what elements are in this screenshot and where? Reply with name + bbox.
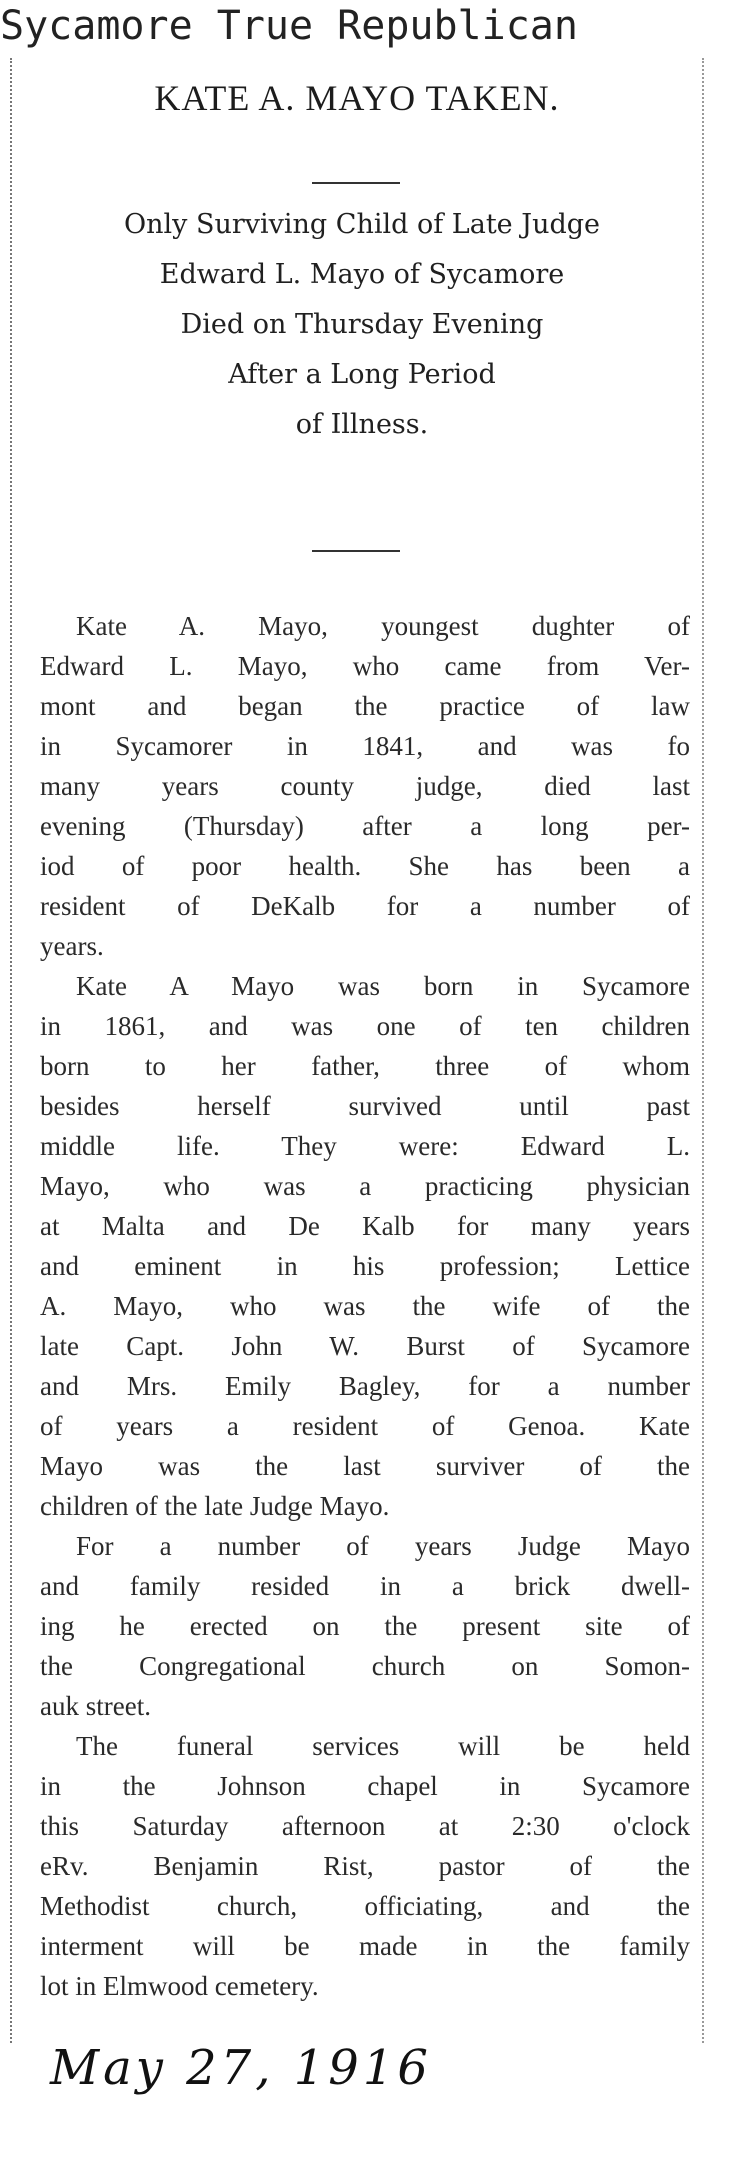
article-line: resident of DeKalb for a number of xyxy=(40,891,690,921)
article-line: ing he erected on the present site of xyxy=(40,1611,690,1641)
article-line: iod of poor health. She has been a xyxy=(40,851,690,881)
subheadline-line: Died on Thursday Evening xyxy=(180,309,544,340)
article-line: and eminent in his profession; Lettice xyxy=(40,1251,690,1281)
article-line: Edward L. Mayo, who came from Ver- xyxy=(40,651,690,681)
article-line: Mayo, who was a practicing physician xyxy=(40,1171,690,1201)
handwritten-date: May 27, 1916 xyxy=(50,2040,432,2096)
newspaper-clipping xyxy=(10,58,704,2043)
article-paragraph xyxy=(40,606,690,966)
article-paragraph xyxy=(40,1526,690,1726)
article-line: eRv. Benjamin Rist, pastor of the xyxy=(40,1851,690,1881)
article-line: A. Mayo, who was the wife of the xyxy=(40,1291,690,1321)
article-line: mont and began the practice of law xyxy=(40,691,690,721)
subheadline xyxy=(42,200,682,450)
article-line: many years county judge, died last xyxy=(40,771,690,801)
article-line: in Sycamorer in 1841, and was fo xyxy=(40,731,690,761)
divider-rule xyxy=(312,182,400,184)
article-paragraph xyxy=(40,966,690,1526)
article-line: children of the late Judge Mayo. xyxy=(40,1491,390,1521)
article-line: auk street. xyxy=(40,1691,151,1721)
subheadline-line: of Illness. xyxy=(295,409,429,440)
article-line: and family resided in a brick dwell- xyxy=(40,1571,690,1601)
subheadline-line: Edward L. Mayo of Sycamore xyxy=(159,259,565,290)
article-line: evening (Thursday) after a long per- xyxy=(40,811,690,841)
article-line: besides herself survived until past xyxy=(40,1091,690,1121)
article-line: this Saturday afternoon at 2:30 o'clock xyxy=(40,1811,690,1841)
article-line: For a number of years Judge Mayo xyxy=(76,1531,690,1561)
divider-rule xyxy=(312,550,400,552)
article-line: Kate A Mayo was born in Sycamore xyxy=(76,971,690,1001)
subheadline-line: After a Long Period xyxy=(228,359,496,390)
subheadline-line: Only Surviving Child of Late Judge xyxy=(123,209,601,240)
article-line: middle life. They were: Edward L. xyxy=(40,1131,690,1161)
article-line: The funeral services will be held xyxy=(76,1731,690,1761)
article-line: at Malta and De Kalb for many years xyxy=(40,1211,690,1241)
article-line: late Capt. John W. Burst of Sycamore xyxy=(40,1331,690,1361)
article-line: years. xyxy=(40,931,104,961)
article-line: in the Johnson chapel in Sycamore xyxy=(40,1771,690,1801)
article-line: and Mrs. Emily Bagley, for a number xyxy=(40,1371,690,1401)
article-line: of years a resident of Genoa. Kate xyxy=(40,1411,690,1441)
article-line: born to her father, three of whom xyxy=(40,1051,690,1081)
article-line: Kate A. Mayo, youngest dughter of xyxy=(76,611,690,641)
article-paragraph xyxy=(40,1726,690,2006)
article-line: Mayo was the last surviver of the xyxy=(40,1451,690,1481)
article-body xyxy=(40,606,690,2006)
headline: KATE A. MAYO TAKEN. xyxy=(154,78,560,118)
article-line: lot in Elmwood cemetery. xyxy=(40,1971,319,2001)
article-line: in 1861, and was one of ten children xyxy=(40,1011,690,1041)
masthead: Sycamore True Republican xyxy=(0,3,578,49)
article-line: Methodist church, officiating, and the xyxy=(40,1891,690,1921)
article-line: the Congregational church on Somon- xyxy=(40,1651,690,1681)
article-line: interment will be made in the family xyxy=(40,1931,690,1961)
